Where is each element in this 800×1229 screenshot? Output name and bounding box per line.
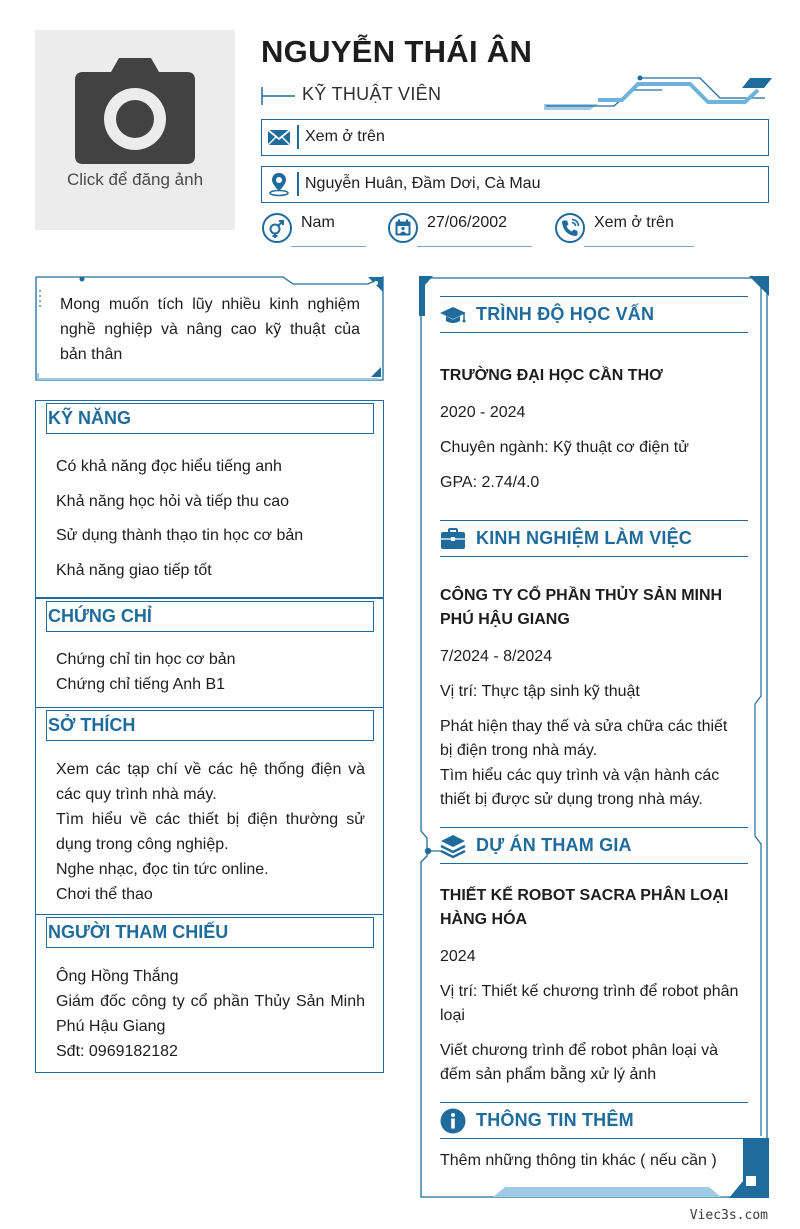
references-title: NGƯỜI THAM CHIẾU	[48, 922, 229, 942]
certificate-item: Chứng chỉ tin học cơ bản	[56, 651, 236, 668]
hobby-item: Tìm hiểu về các thiết bị điện thường sử dụng trong công nghiệp.	[56, 811, 365, 853]
skills-list	[56, 454, 365, 592]
reference-item: Sđt: 0969182182	[56, 1043, 178, 1060]
certificates-list	[56, 647, 365, 697]
project-role: Vị trí: Thiết kế chương trình để robot phân loại	[440, 983, 739, 1024]
education-header	[440, 296, 748, 333]
phone-icon	[554, 212, 586, 244]
job-title: KỸ THUẬT VIÊN	[302, 84, 442, 104]
project-year: 2024	[440, 948, 476, 965]
hobbies-header	[46, 710, 374, 741]
references-section	[35, 914, 384, 1073]
birthday-item	[387, 210, 532, 252]
education-gpa: GPA: 2.74/4.0	[440, 474, 540, 491]
layers-icon	[440, 833, 466, 859]
experience-description-2: Tìm hiểu các quy trình và vận hành các thiết bị được sử dụng trong nhà máy.	[440, 767, 720, 808]
company-name: CÔNG TY CỔ PHẦN THỦY SẢN MINH PHÚ HẬU GIANG	[440, 587, 723, 628]
birthday-value: 27/06/2002	[427, 214, 508, 231]
avatar-placeholder[interactable]	[35, 30, 235, 230]
references-header	[46, 917, 374, 948]
objective-text: Mong muốn tích lũy nhiều kinh nghiệm nghề nghiệp và nâng cao kỹ thuật của bản thân	[60, 296, 360, 363]
title-decoration	[261, 86, 295, 106]
phone-value: Xem ở trên	[594, 214, 674, 231]
upload-photo-label: Click để đăng ảnh	[66, 170, 204, 189]
project-name: THIẾT KẾ ROBOT SACRA PHÂN LOẠI HÀNG HÓA	[440, 887, 729, 928]
info-icon	[440, 1108, 466, 1134]
skill-item: Sử dụng thành thạo tin học cơ bản	[56, 527, 304, 544]
hobbies-title: SỞ THÍCH	[48, 715, 136, 735]
projects-header	[440, 827, 748, 864]
experience-description-1: Phát hiện thay thế và sửa chữa các thiết bị điện trong nhà máy.	[440, 718, 728, 759]
extra-info-text: Thêm những thông tin khác ( nếu cần )	[440, 1152, 717, 1169]
skill-item: Khả năng học hỏi và tiếp thu cao	[56, 492, 290, 510]
hobbies-section	[35, 707, 384, 915]
email-field	[261, 119, 769, 156]
gender-item	[261, 210, 366, 252]
gender-value: Nam	[301, 214, 335, 231]
envelope-icon	[266, 124, 292, 150]
graduation-cap-icon	[440, 302, 466, 328]
extra-info-header	[440, 1102, 748, 1139]
footer-brand: Viec3s.com	[689, 1208, 768, 1223]
phone-item	[554, 210, 694, 252]
header-circuit-decoration	[540, 74, 772, 114]
gender-icon	[261, 212, 293, 244]
reference-item: Ông Hồng Thắng	[56, 968, 179, 985]
certificate-item: Chứng chỉ tiếng Anh B1	[56, 676, 226, 693]
education-title: TRÌNH ĐỘ HỌC VẤN	[476, 304, 655, 324]
references-list	[56, 964, 365, 1064]
skill-item: Có khả năng đọc hiểu tiếng anh	[56, 458, 282, 475]
project-description: Viết chương trình để robot phân loại và đếm sản phẩm bằng xử lý ảnh	[440, 1042, 718, 1083]
experience-position: Vị trí: Thực tập sinh kỹ thuật	[440, 683, 640, 700]
skills-header	[46, 403, 374, 434]
skill-item: Khả năng giao tiếp tốt	[56, 561, 212, 579]
education-major: Chuyên ngành: Kỹ thuật cơ điện tử	[440, 439, 689, 456]
address-field	[261, 166, 769, 203]
school-name: TRƯỜNG ĐẠI HỌC CẦN THƠ	[440, 367, 663, 384]
certificates-header	[46, 601, 374, 632]
skills-section	[35, 400, 384, 598]
camera-icon	[75, 58, 195, 164]
reference-item: Giám đốc công ty cổ phần Thủy Sản Minh Phú Hậu Giang	[56, 993, 365, 1035]
full-name: NGUYỄN THÁI ÂN	[261, 34, 533, 69]
certificates-section	[35, 598, 384, 708]
experience-title: KINH NGHIỆM LÀM VIỆC	[476, 528, 693, 548]
hobby-item: Nghe nhạc, đọc tin tức online.	[56, 861, 269, 878]
extra-info-title: THÔNG TIN THÊM	[476, 1110, 634, 1130]
skills-title: KỸ NĂNG	[48, 408, 132, 428]
email-value: Xem ở trên	[305, 128, 385, 145]
map-pin-icon	[266, 171, 292, 197]
experience-period: 7/2024 - 8/2024	[440, 648, 553, 665]
certificates-title: CHỨNG CHỈ	[48, 606, 152, 626]
career-objective	[35, 276, 384, 381]
briefcase-icon	[440, 526, 466, 552]
experience-header	[440, 520, 748, 557]
calendar-icon	[387, 212, 419, 244]
hobby-item: Xem các tạp chí về các hệ thống điện và các quy trình nhà máy.	[56, 761, 365, 803]
hobbies-list	[56, 757, 365, 907]
projects-title: DỰ ÁN THAM GIA	[476, 835, 632, 855]
hobby-item: Chơi thể thao	[56, 886, 153, 903]
address-value: Nguyễn Huân, Đầm Dơi, Cà Mau	[305, 175, 541, 192]
education-period: 2020 - 2024	[440, 404, 526, 421]
